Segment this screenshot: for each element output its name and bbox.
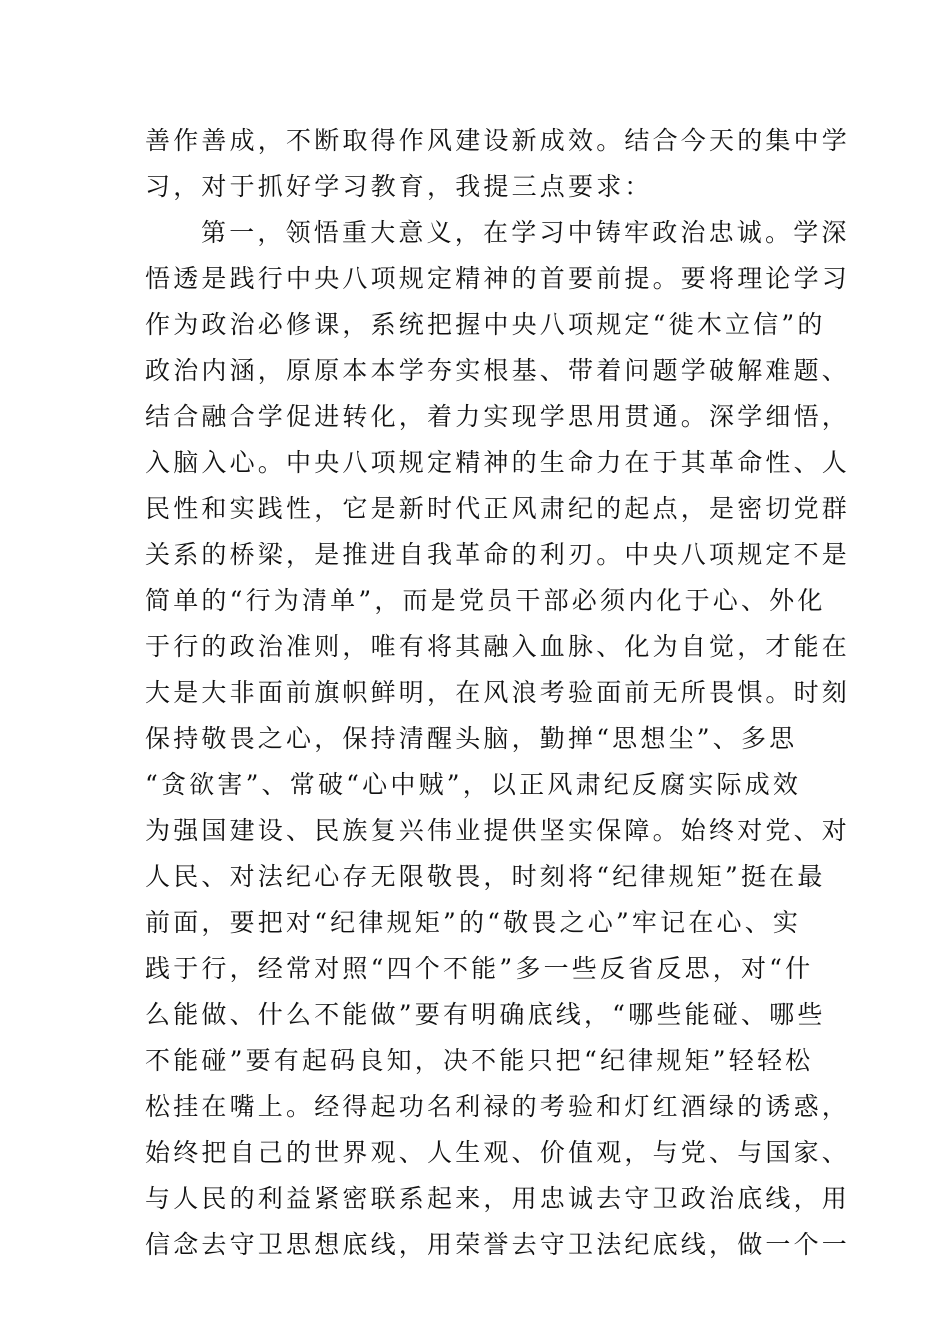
text-line: 不能碰”要有起码良知，决不能只把“纪律规矩”轻轻松 [145, 1046, 814, 1075]
text-line: 结合融合学促进转化，着力实现学思用贯通。深学细悟， [145, 402, 851, 431]
text-line: 于行的政治准则，唯有将其融入血脉、化为自觉，才能在 [145, 632, 851, 661]
text-line: “贪欲害”、常破“心中贼”，以正风肃纪反腐实际成效 [145, 770, 802, 799]
text-line: 作为政治必修课，系统把握中央八项规定“徙木立信”的 [145, 310, 826, 339]
text-line: 简单的“行为清单”，而是党员干部必须内化于心、外化 [145, 586, 826, 615]
text-line: 关系的桥梁，是推进自我革命的利刃。中央八项规定不是 [145, 540, 851, 569]
text-line: 善作善成，不断取得作风建设新成效。结合今天的集中学 [145, 126, 851, 155]
text-line: 始终把自己的世界观、人生观、价值观，与党、与国家、 [145, 1138, 851, 1167]
paragraph-start-line: 第一，领悟重大意义，在学习中铸牢政治忠诚。学深 [201, 218, 850, 247]
text-line: 习，对于抓好学习教育，我提三点要求： [145, 172, 653, 201]
text-line: 么能做、什么不能做”要有明确底线，“哪些能碰、哪些 [145, 1000, 826, 1029]
text-line: 保持敬畏之心，保持清醒头脑，勤掸“思想尘”、多思 [145, 724, 798, 753]
text-line: 松挂在嘴上。经得起功名利禄的考验和灯红酒绿的诱惑， [145, 1092, 851, 1121]
text-line: 前面，要把对“纪律规矩”的“敬畏之心”牢记在心、实 [145, 908, 802, 937]
text-line: 政治内涵，原原本本学夯实根基、带着问题学破解难题、 [145, 356, 851, 385]
text-line: 为强国建设、民族复兴伟业提供坚实保障。始终对党、对 [145, 816, 851, 845]
text-line: 悟透是践行中央八项规定精神的首要前提。要将理论学习 [145, 264, 851, 293]
text-line: 与人民的利益紧密联系起来，用忠诚去守卫政治底线，用 [145, 1184, 851, 1213]
text-line: 人民、对法纪心存无限敬畏，时刻将“纪律规矩”挺在最 [145, 862, 826, 891]
text-line: 民性和实践性，它是新时代正风肃纪的起点，是密切党群 [145, 494, 851, 523]
text-line: 信念去守卫思想底线，用荣誉去守卫法纪底线，做一个一 [145, 1230, 851, 1259]
text-line: 入脑入心。中央八项规定精神的生命力在于其革命性、人 [145, 448, 851, 477]
text-line: 践于行，经常对照“四个不能”多一些反省反思，对“什 [145, 954, 814, 983]
text-line: 大是大非面前旗帜鲜明，在风浪考验面前无所畏惧。时刻 [145, 678, 851, 707]
body-text [145, 118, 851, 1268]
